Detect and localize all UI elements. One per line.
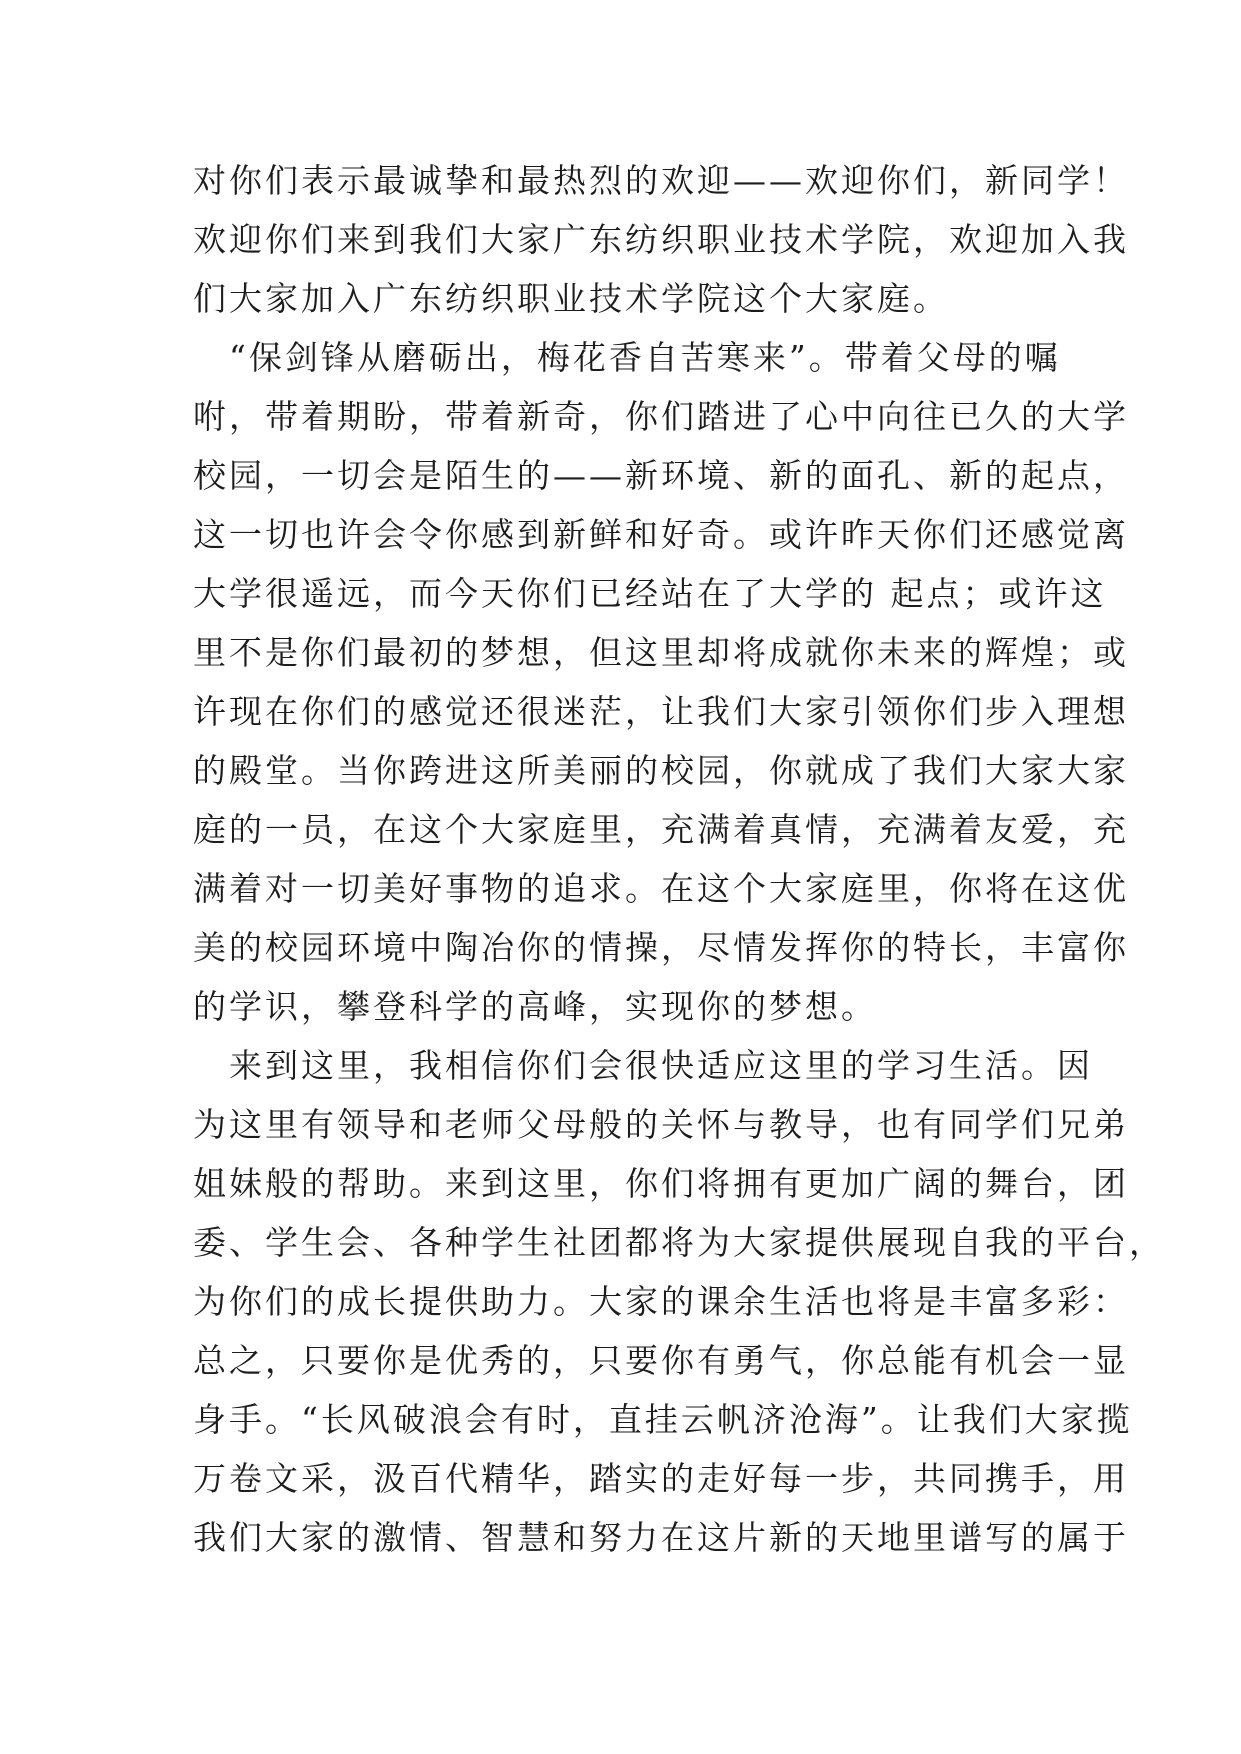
text-line: 大学很遥远，而今天你们已经站在了大学的 起点；或许这 bbox=[193, 574, 1107, 613]
text-line: “保剑锋从磨砺出，梅花香自苦寒来”。带着父母的嘱 bbox=[193, 338, 1061, 377]
text-line: 许现在你们的感觉还很迷茫，让我们大家引领你们步入理想 bbox=[193, 692, 1129, 731]
text-line: 的学识，攀登科学的高峰，实现你的梦想。 bbox=[193, 987, 877, 1026]
text-line: 为你们的成长提供助力。大家的课余生活也将是丰富多彩： bbox=[193, 1282, 1129, 1321]
text-line: 我们大家的激情、智慧和努力在这片新的天地里谱写的属于 bbox=[193, 1518, 1129, 1557]
text-line: 万卷文采，汲百代精华，踏实的走好每一步，共同携手，用 bbox=[193, 1459, 1129, 1498]
text-line: 庭的一员，在这个大家庭里，充满着真情，充满着友爱，充 bbox=[193, 810, 1129, 849]
text-line: 里不是你们最初的梦想，但这里却将成就你未来的辉煌；或 bbox=[193, 633, 1129, 672]
text-line: 这一切也许会令你感到新鲜和好奇。或许昨天你们还感觉离 bbox=[193, 515, 1129, 554]
text-line: 们大家加入广东纺织职业技术学院这个大家庭。 bbox=[193, 279, 949, 318]
body-text bbox=[193, 151, 1165, 1567]
text-line: 为这里有领导和老师父母般的关怀与教导，也有同学们兄弟 bbox=[193, 1105, 1129, 1144]
text-line: 咐，带着期盼，带着新奇，你们踏进了心中向往已久的大学 bbox=[193, 397, 1129, 436]
text-line: 欢迎你们来到我们大家广东纺织职业技术学院，欢迎加入我 bbox=[193, 220, 1129, 259]
text-line: 美的校园环境中陶冶你的情操，尽情发挥你的特长，丰富你 bbox=[193, 928, 1129, 967]
text-line: 委、学生会、各种学生社团都将为大家提供展现自我的平台， bbox=[193, 1223, 1165, 1262]
text-line: 来到这里，我相信你们会很快适应这里的学习生活。因 bbox=[193, 1046, 1093, 1085]
text-line: 满着对一切美好事物的追求。在这个大家庭里，你将在这优 bbox=[193, 869, 1129, 908]
text-line: 总之，只要你是优秀的，只要你有勇气，你总能有机会一显 bbox=[193, 1341, 1129, 1380]
text-line: 校园，一切会是陌生的——新环境、新的面孔、新的起点， bbox=[193, 456, 1129, 495]
text-line: 的殿堂。当你跨进这所美丽的校园，你就成了我们大家大家 bbox=[193, 751, 1129, 790]
text-line: 身手。“长风破浪会有时，直挂云帆济沧海”。让我们大家揽 bbox=[193, 1400, 1133, 1439]
text-line: 姐妹般的帮助。来到这里，你们将拥有更加广阔的舞台，团 bbox=[193, 1164, 1129, 1203]
text-line: 对你们表示最诚挚和最热烈的欢迎——欢迎你们，新同学！ bbox=[193, 161, 1129, 200]
